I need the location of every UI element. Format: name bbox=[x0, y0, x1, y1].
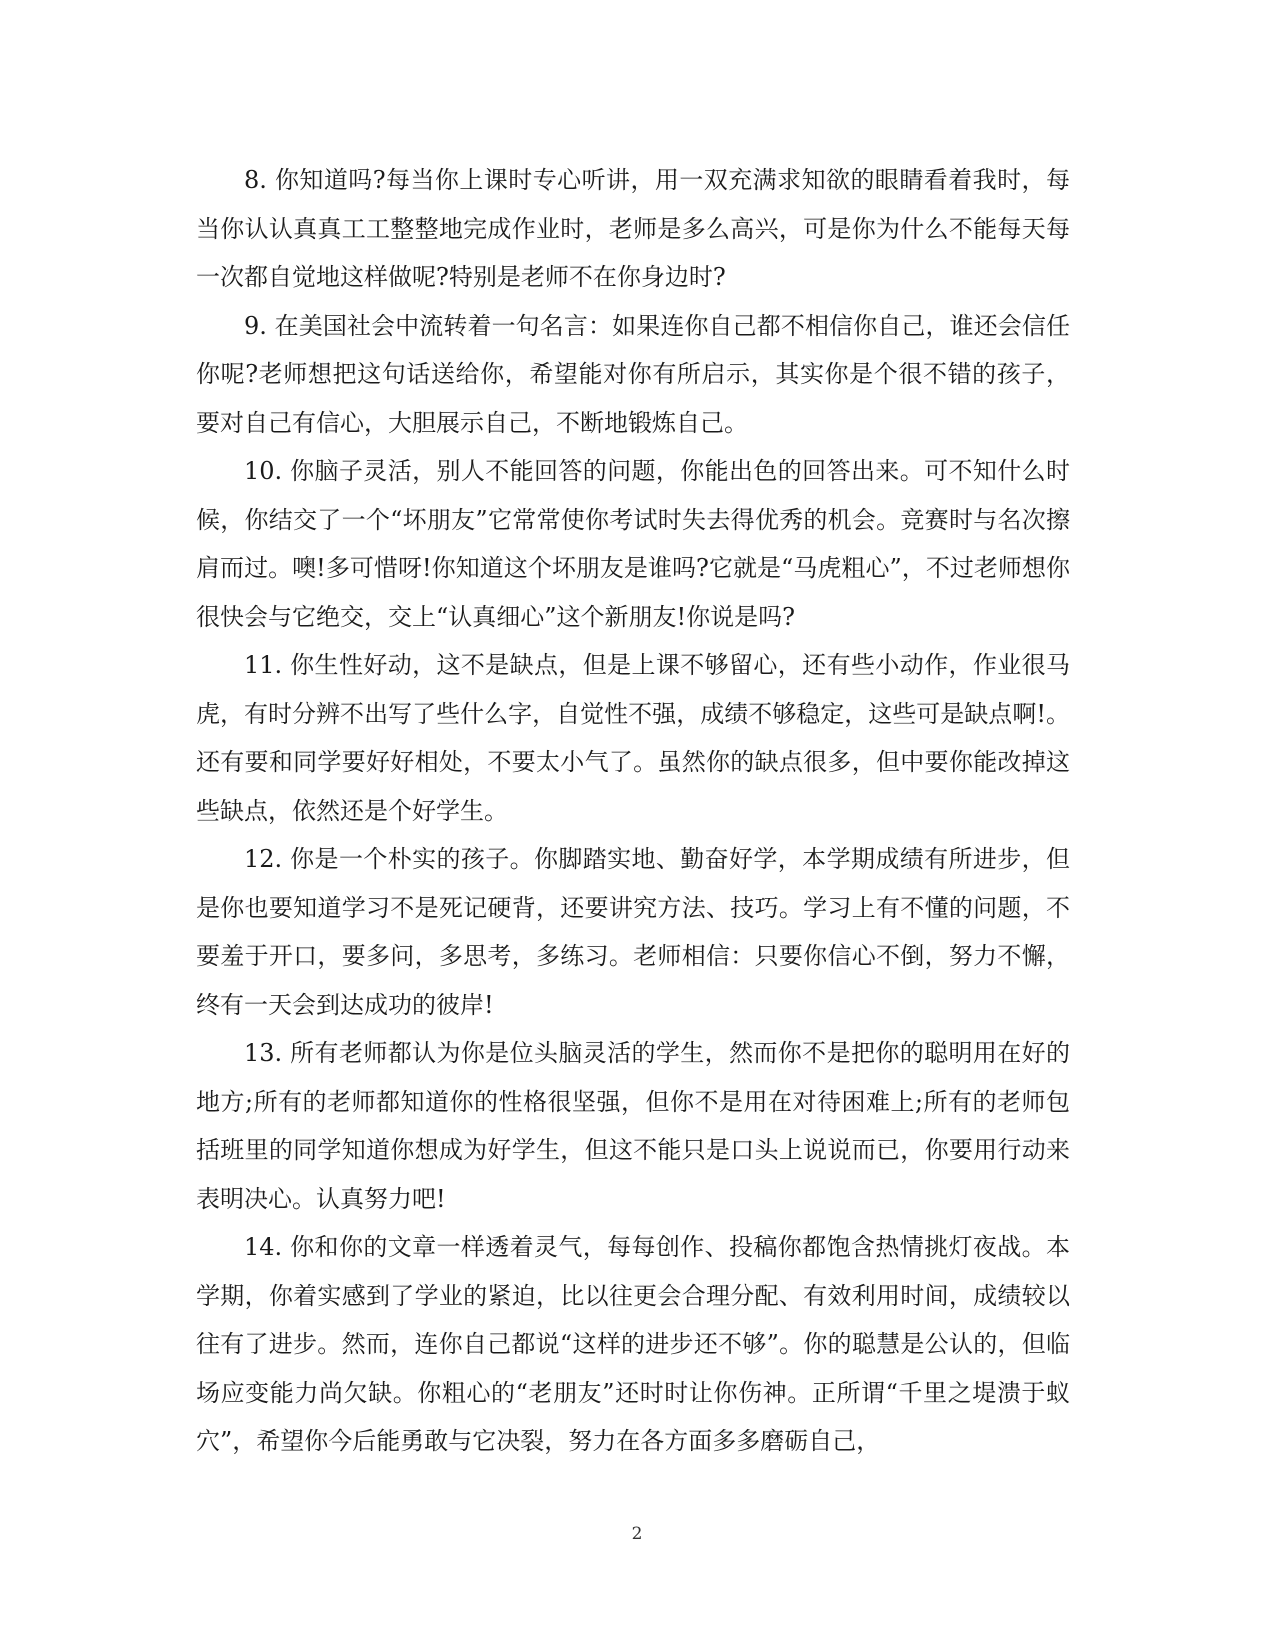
paragraph-8: 8. 你知道吗?每当你上课时专心听讲，用一双充满求知欲的眼睛看着我时，每当你认认真真工工整整地完成作业时，老师是多么高兴，可是你为什么不能每天每一次都自觉地这样做呢?特别是老师不在你身边时? bbox=[196, 166, 1070, 291]
document-body bbox=[196, 156, 1070, 1466]
page-number: 2 bbox=[631, 1524, 643, 1544]
paragraph-12: 12. 你是一个朴实的孩子。你脚踏实地、勤奋好学，本学期成绩有所进步，但是你也要知道学习不是死记硬背，还要讲究方法、技巧。学习上有不懂的问题，不要羞于开口，要多问，多思考，多练习。老师相信：只要你信心不倒，努力不懈，终有一天会到达成功的彼岸! bbox=[196, 845, 1070, 1019]
paragraph-11: 11. 你生性好动，这不是缺点，但是上课不够留心，还有些小动作，作业很马虎，有时分辨不出写了些什么字，自觉性不强，成绩不够稳定，这些可是缺点啊!。还有要和同学要好好相处，不要太小气了。虽然你的缺点很多，但中要你能改掉这些缺点，依然还是个好学生。 bbox=[196, 651, 1070, 825]
paragraph-9: 9. 在美国社会中流转着一句名言：如果连你自己都不相信你自己，谁还会信任你呢?老师想把这句话送给你，希望能对你有所启示，其实你是个很不错的孩子，要对自己有信心，大胆展示自己，不断地锻炼自己。 bbox=[196, 311, 1070, 437]
paragraph-13: 13. 所有老师都认为你是位头脑灵活的学生，然而你不是把你的聪明用在好的地方;所有的老师都知道你的性格很坚强，但你不是用在对待困难上;所有的老师包括班里的同学知道你想成为好学生，但这不能只是口头上说说而已，你要用行动来表明决心。认真努力吧! bbox=[196, 1039, 1070, 1213]
paragraph-10: 10. 你脑子灵活，别人不能回答的问题，你能出色的回答出来。可不知什么时候，你结交了一个“坏朋友”它常常使你考试时失去得优秀的机会。竞赛时与名次擦肩而过。噢!多可惜呀!你知道这个坏朋友是谁吗?它就是“马虎粗心”，不过老师想你很快会与它绝交，交上“认真细心”这个新朋友!你说是吗? bbox=[196, 457, 1070, 631]
paragraph-14: 14. 你和你的文章一样透着灵气，每每创作、投稿你都饱含热情挑灯夜战。本学期，你着实感到了学业的紧迫，比以往更会合理分配、有效利用时间，成绩较以往有了进步。然而，连你自己都说“这样的进步还不够”。你的聪慧是公认的，但临场应变能力尚欠缺。你粗心的“老朋友”还时时让你伤神。正所谓“千里之堤溃于蚁穴”，希望你今后能勇敢与它决裂，努力在各方面多多磨砺自己， bbox=[196, 1233, 1070, 1455]
